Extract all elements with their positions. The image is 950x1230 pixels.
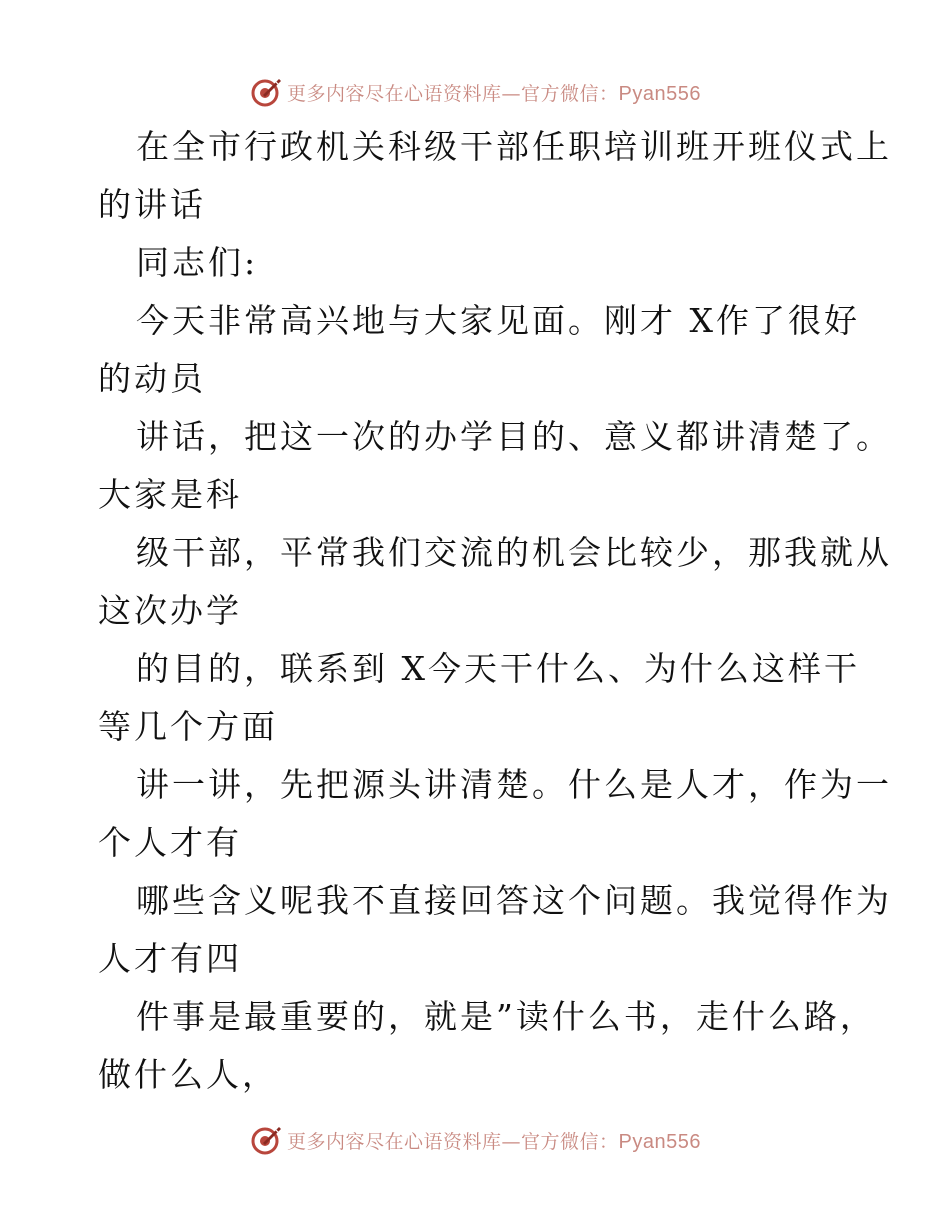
text-line: 做什么人，	[98, 1055, 278, 1094]
text-line: 人才有四	[98, 939, 242, 978]
pen-logo-icon	[249, 75, 283, 109]
text-line: 级干部，平常我们交流的机会比较少，那我就从	[136, 533, 892, 572]
text-line: 今天非常高兴地与大家见面。刚才 X作了很好	[136, 301, 860, 340]
header-watermark	[0, 72, 950, 112]
text-line: 等几个方面	[98, 707, 278, 746]
pen-logo-icon	[249, 1123, 283, 1157]
text-line: 讲话，把这一次的办学目的、意义都讲清楚了。	[136, 417, 892, 456]
text-line: 的目的，联系到 X今天干什么、为什么这样干	[136, 649, 860, 688]
text-line: 哪些含义呢我不直接回答这个问题。我觉得作为	[136, 881, 892, 920]
text-line: 在全市行政机关科级干部任职培训班开班仪式上	[136, 127, 892, 166]
document-body	[98, 118, 892, 1104]
text-line: 个人才有	[98, 823, 242, 862]
text-line: 这次办学	[98, 591, 242, 630]
watermark-text: 更多内容尽在心语资料库—官方微信：Pyan556	[287, 82, 701, 105]
watermark-text: 更多内容尽在心语资料库—官方微信：Pyan556	[287, 1130, 701, 1153]
text-line: 同志们:	[136, 243, 259, 282]
footer-watermark	[0, 1120, 950, 1160]
text-line: 讲一讲，先把源头讲清楚。什么是人才，作为一	[136, 765, 892, 804]
text-line: 的动员	[98, 359, 206, 398]
text-line: 件事是最重要的，就是”读什么书，走什么路，	[136, 997, 876, 1036]
text-line: 大家是科	[98, 475, 242, 514]
text-line: 的讲话	[98, 185, 206, 224]
